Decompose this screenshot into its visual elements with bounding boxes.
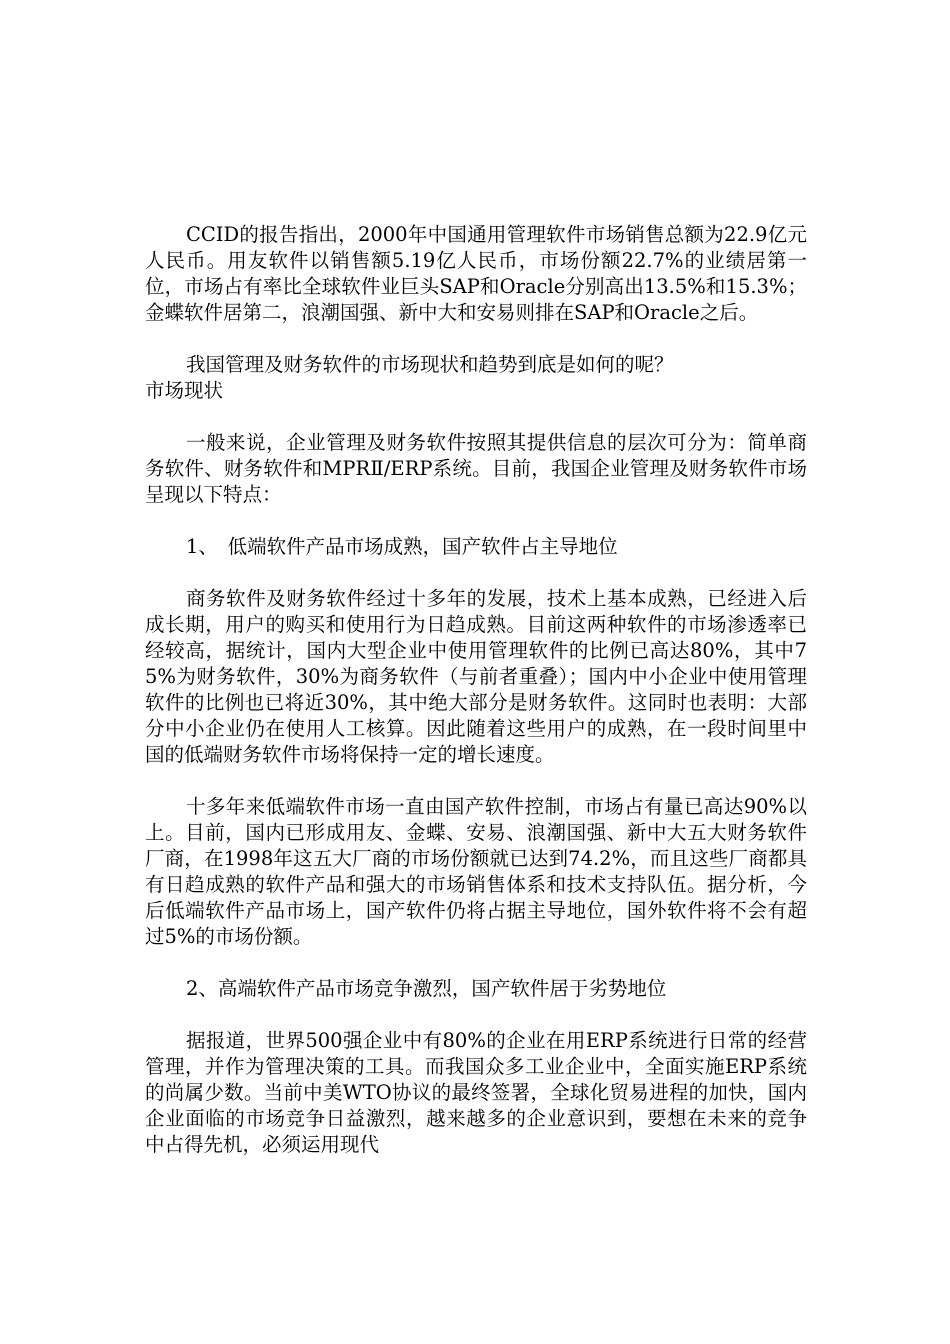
list-item-heading-2: 2、高端软件产品市场竞争激烈，国产软件居于劣势地位 (185, 977, 667, 1000)
section-heading-market-status: 市场现状 (145, 379, 224, 402)
paragraph-software-classification: 一般来说，企业管理及财务软件按照其提供信息的层次可分为：简单商务软件、财务软件和MPRⅡ/ERP系统。目前，我国企业管理及财务软件市场呈现以下特点： (145, 431, 807, 506)
paragraph-spacer (145, 768, 807, 794)
paragraph-spacer (145, 950, 807, 976)
paragraph-erp-adoption: 据报道，世界500强企业中有80%的企业在用ERP系统进行日常的经营管理，并作为管理决策的工具。而我国众多工业企业中，全面实施ERP系统的尚属少数。当前中美WTO协议的最终签署，全球化贸易进程的加快，国内企业面临的市场竞争日益激烈，越来越多的企业意识到，要想在未来的竞争中占得先机，必须运用现代 (145, 1029, 807, 1156)
paragraph-domestic-vendors: 十多年来低端软件市场一直由国产软件控制，市场占有量已高达90%以上。目前，国内已形成用友、金蝶、安易、浪潮国强、新中大五大财务软件厂商，在1998年这五大厂商的市场份额就已达到74.2%，而且这些厂商都具有日趋成熟的软件产品和强大的市场销售体系和技术支持队伍。据分析，今后低端软件产品市场上，国产软件仍将占据主导地位，国外软件将不会有超过5%的市场份额。 (145, 795, 807, 948)
document-body (145, 222, 807, 1158)
paragraph-spacer (145, 1002, 807, 1028)
paragraph-spacer (145, 560, 807, 586)
paragraph-market-report: CCID的报告指出，2000年中国通用管理软件市场销售总额为22.9亿元人民币。用友软件以销售额5.19亿人民币，市场份额22.7%的业绩居第一位，市场占有率比全球软件业巨头SAP和Oracle分别高出13.5%和15.3%；金蝶软件居第二，浪潮国强、新中大和安易则排在SAP和Oracle之后。 (145, 223, 807, 324)
list-item-heading-1: 1、 低端软件产品市场成熟，国产软件占主导地位 (185, 535, 618, 558)
paragraph-low-end-maturity: 商务软件及财务软件经过十多年的发展，技术上基本成熟，已经进入后成长期，用户的购买和使用行为日趋成熟。目前这两种软件的市场渗透率已经较高，据统计，国内大型企业中使用管理软件的比例已高达80%，其中75%为财务软件，30%为商务软件（与前者重叠）；国内中小企业中使用管理软件的比例也已将近30%，其中绝大部分是财务软件。这同时也表明：大部分中小企业仍在使用人工核算。因此随着这些用户的成熟，在一段时间里中国的低端财务软件市场将保持一定的增长速度。 (145, 587, 807, 766)
paragraph-spacer (145, 404, 807, 430)
paragraph-question: 我国管理及财务软件的市场现状和趋势到底是如何的呢？ (185, 353, 674, 376)
paragraph-spacer (145, 326, 807, 352)
paragraph-spacer (145, 508, 807, 534)
